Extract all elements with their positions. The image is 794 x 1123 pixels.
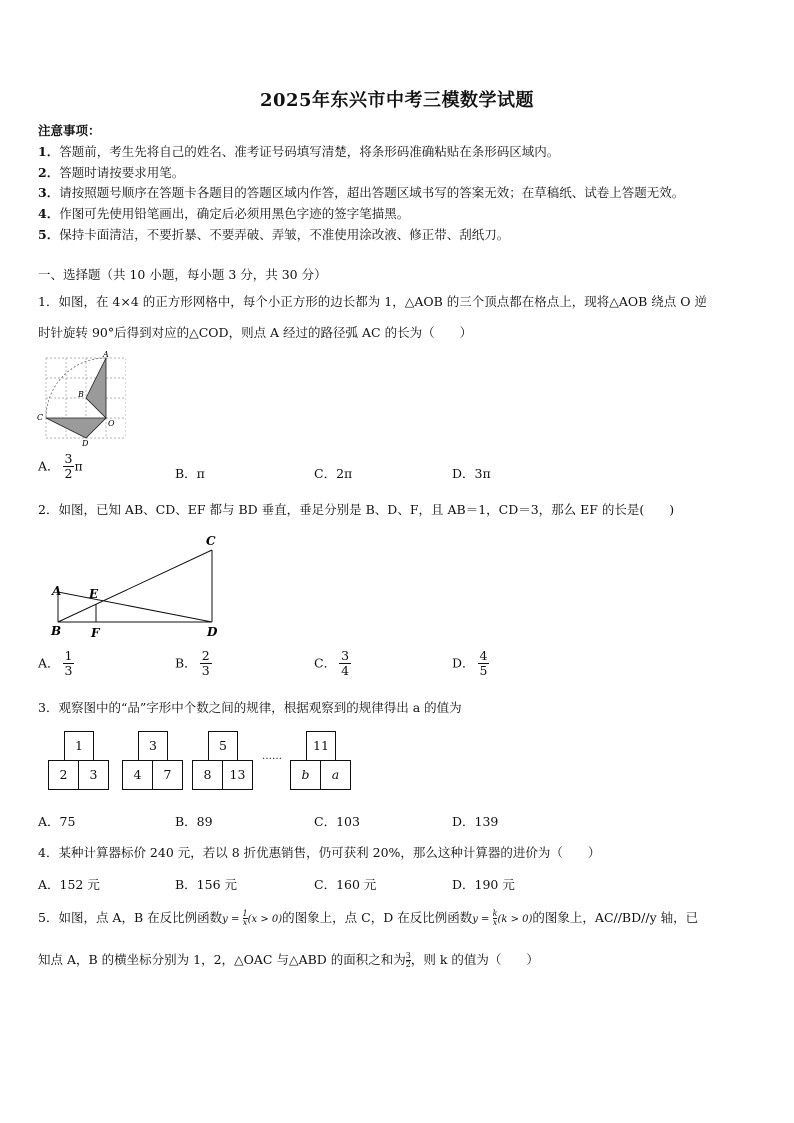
label-c: C [37, 413, 44, 422]
section-heading: 一、选择题（共 10 小题，每小题 3 分，共 30 分） [38, 267, 327, 282]
pin-right: 7 [152, 760, 183, 790]
pin-right: a [320, 760, 351, 790]
label-f: F [91, 626, 100, 640]
label-b: B [51, 624, 62, 638]
pin-left: 8 [192, 760, 223, 790]
q4-option-b[interactable]: B．156 元 [175, 877, 238, 892]
q3-option-a[interactable]: A．75 [38, 814, 76, 829]
label-d: D [82, 439, 89, 446]
pin-right: 3 [78, 760, 109, 790]
q2-option-a[interactable]: A． $\frac{1}{3}$ [38, 648, 73, 679]
notice-item: 4．作图可先使用铅笔画出，确定后必须用黑色字迹的签字笔描黑。 [38, 206, 410, 221]
label-e: E [89, 587, 99, 601]
label-a: A [52, 584, 62, 598]
notice-heading: 注意事项： [38, 123, 101, 138]
q1-option-d[interactable]: D．3π [452, 466, 491, 481]
label-c: C [206, 534, 216, 548]
pin-top: 11 [306, 731, 336, 761]
label-a: A [103, 350, 109, 359]
notice-item: 5．保持卡面清洁，不要折暴、不要弄破、弄皱，不准使用涂改液、修正带、刮纸刀。 [38, 227, 510, 242]
q2-option-d[interactable]: D． $\frac{4}{5}$ [452, 648, 488, 679]
q1-text-line1: 1．如图，在 4×4 的正方形网格中，每个小正方形的边长都为 1，△AOB 的三个顶点都在格点上，现将△AOB 绕点 O 逆 [38, 294, 707, 309]
pin-left: 2 [48, 760, 79, 790]
q4-option-a[interactable]: A．152 元 [38, 877, 100, 892]
pin-right: 13 [222, 760, 253, 790]
q2-triangle-figure [40, 530, 230, 642]
q4-text: 4．某种计算器标价 240 元，若以 8 折优惠销售，仍可获利 20%，那么这种计算器的进价为（ ） [38, 845, 601, 860]
q5-text-line2: 知点 A，B 的横坐标分别为 1，2，△OAC 与△ABD 的面积之和为 $\frac{3}{2}$ ，则 k 的值为（ ） [38, 951, 539, 969]
notice-item: 1．答题前，考生先将自己的姓名、准考证号码填写清楚，将条形码准确粘贴在条形码区域内。 [38, 144, 560, 159]
q1-option-c[interactable]: C．2π [314, 466, 353, 481]
page-title: 2025年东兴市中考三模数学试题 [259, 90, 535, 111]
q1-grid-figure [36, 350, 126, 446]
notice-item: 3．请按照题号顺序在答题卡各题目的答题区域内作答，超出答题区域书写的答案无效；在草稿纸、试卷上答题无效。 [38, 185, 685, 200]
pin-top: 1 [64, 731, 94, 761]
q1-text-line2: 时针旋转 90°后得到对应的△COD，则点 A 经过的路径弧 AC 的长为（ ） [38, 325, 473, 340]
q2-option-b[interactable]: B． $\frac{2}{3}$ [175, 648, 210, 679]
q3-option-d[interactable]: D．139 [452, 814, 499, 829]
q2-option-c[interactable]: C． $\frac{3}{4}$ [314, 648, 350, 679]
q3-option-b[interactable]: B．89 [175, 814, 213, 829]
label-b: B [78, 390, 84, 399]
pin-left: b [290, 760, 321, 790]
q4-option-d[interactable]: D．190 元 [452, 877, 515, 892]
q1-option-b[interactable]: B．π [175, 466, 205, 481]
q2-text: 2．如图，已知 AB、CD、EF 都与 BD 垂直，垂足分别是 B、D、F，且 AB＝1，CD＝3，那么 EF 的长是( ) [38, 502, 675, 517]
q1-option-a[interactable]: A． $\frac{3}{2}$ π [38, 451, 83, 482]
q3-text: 3．观察图中的“品”字形中个数之间的规律，根据观察到的规律得出 a 的值为 [38, 700, 462, 715]
q5-text-line1: 5．如图，点 A，B 在反比例函数y = $\frac{1}{x}$ (x > 0)的图象上，点 C，D 在反比例函数y = $\frac{k}{x}$ (k > 0)的图象上，AC//BD//y 轴，已 [38, 909, 699, 927]
label-o: O [108, 419, 115, 428]
notice-item: 2．答题时请按要求用笔。 [38, 165, 185, 180]
q4-option-c[interactable]: C．160 元 [314, 877, 377, 892]
pin-top: 5 [208, 731, 238, 761]
label-d: D [207, 625, 218, 639]
ellipsis: …… [262, 751, 282, 762]
pin-top: 3 [138, 731, 168, 761]
pin-left: 4 [122, 760, 153, 790]
q3-option-c[interactable]: C．103 [314, 814, 360, 829]
